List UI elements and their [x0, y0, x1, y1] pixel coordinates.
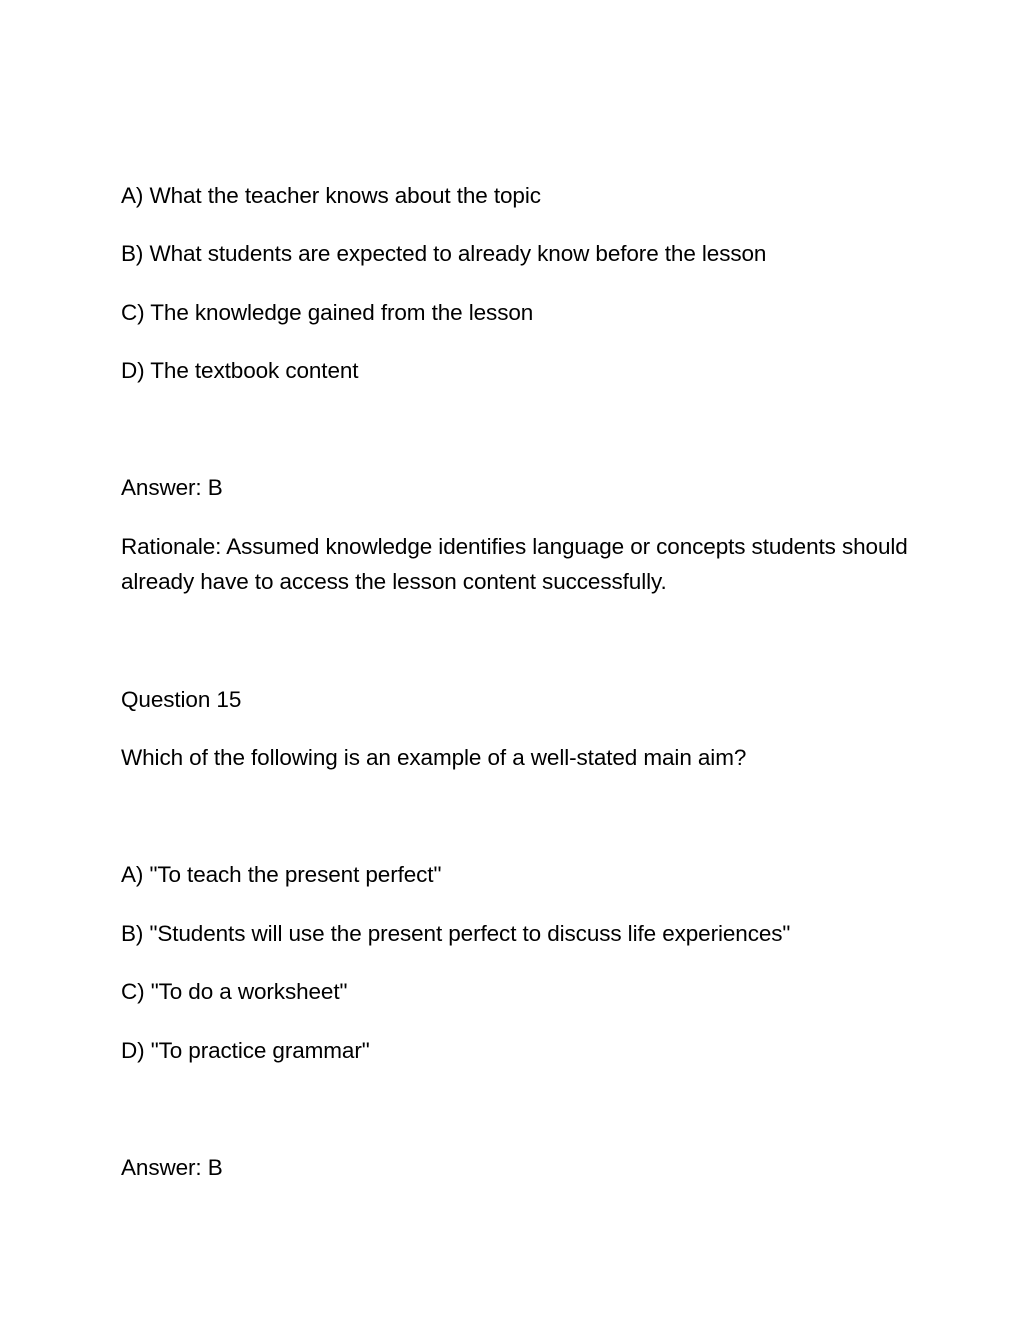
q14-option-d: D) The textbook content — [121, 358, 359, 383]
q15-prompt: Which of the following is an example of a well-stated main aim? — [121, 745, 747, 770]
q15-option-a: A) "To teach the present perfect" — [121, 862, 442, 887]
q15-option-b: B) "Students will use the present perfect to discuss life experiences" — [121, 921, 791, 946]
q15-option-d: D) "To practice grammar" — [121, 1038, 370, 1063]
q14-rationale: Rationale: Assumed knowledge identifies language or concepts students should already have to access the lesson content successfully. — [121, 534, 908, 594]
q14-option-a: A) What the teacher knows about the topic — [121, 183, 541, 208]
q14-answer: Answer: B — [121, 475, 223, 500]
q14-option-b: B) What students are expected to already know before the lesson — [121, 241, 767, 266]
q15-answer: Answer: B — [121, 1155, 223, 1180]
q15-option-c: C) "To do a worksheet" — [121, 979, 348, 1004]
q15-heading: Question 15 — [121, 687, 242, 712]
q14-option-c: C) The knowledge gained from the lesson — [121, 300, 534, 325]
